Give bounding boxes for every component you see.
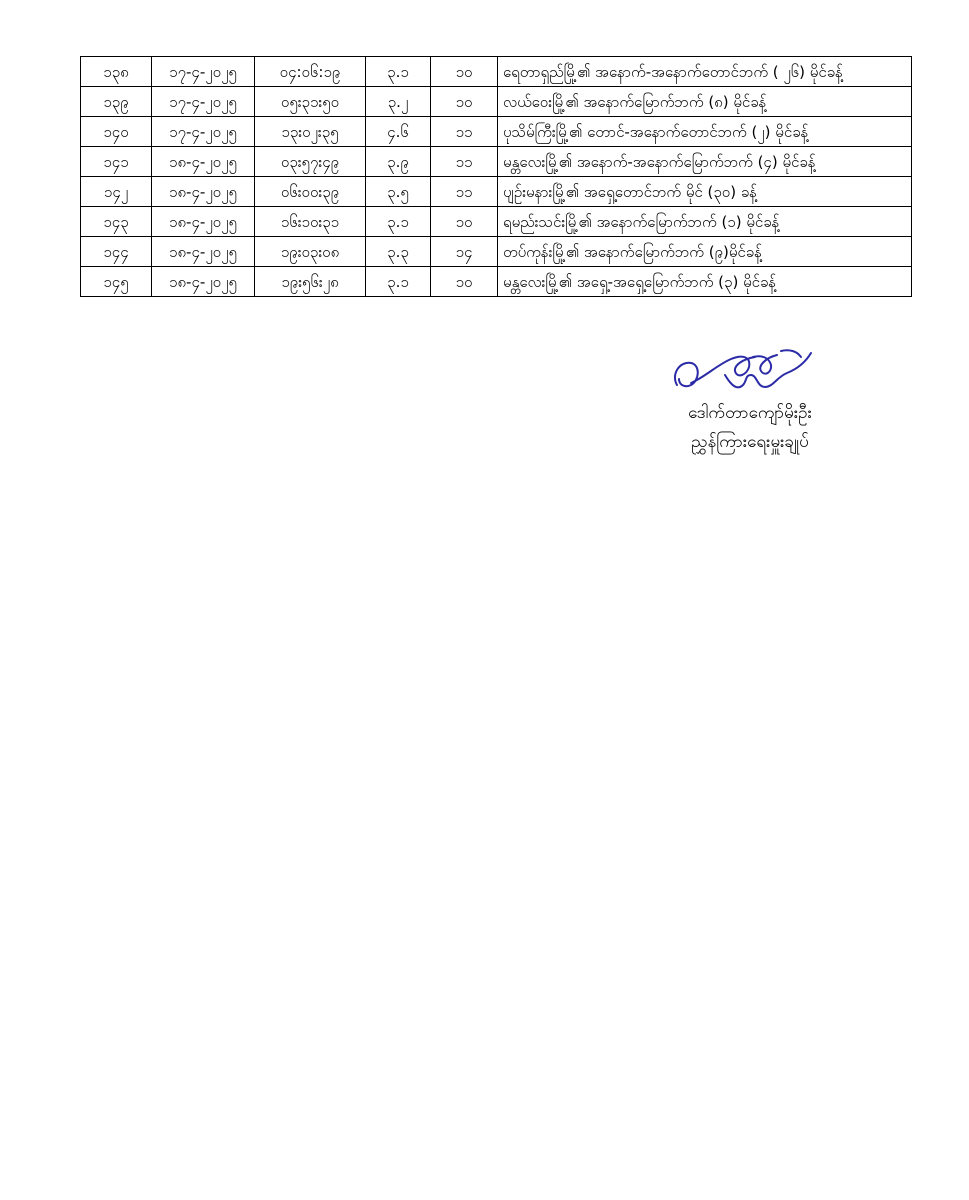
- table-row: [81, 87, 912, 117]
- cell-no: ၁၃၈: [81, 57, 152, 87]
- table-row: [81, 267, 912, 297]
- cell-no: ၁၄၃: [81, 207, 152, 237]
- cell-location: လယ်ဝေးမြို့၏ အနောက်မြောက်ဘက် (၈) မိုင်ခန့်: [498, 87, 912, 117]
- handwritten-signature-icon: [560, 345, 940, 399]
- signature-block: [560, 345, 940, 457]
- cell-time: ၀၄:၀၆:၁၉: [255, 57, 366, 87]
- cell-magnitude: ၃.၃: [366, 237, 431, 267]
- cell-no: ၁၄၀: [81, 117, 152, 147]
- table-row: [81, 177, 912, 207]
- table-body: [81, 57, 912, 297]
- cell-no: ၁၃၉: [81, 87, 152, 117]
- cell-date: ၁၇-၄-၂၀၂၅: [152, 87, 255, 117]
- cell-no: ၁၄၁: [81, 147, 152, 177]
- cell-time: ၁၆း၁၀း၃၁: [255, 207, 366, 237]
- cell-magnitude: ၃.၁: [366, 207, 431, 237]
- cell-time: ၁၉း၅၆း၂၈: [255, 267, 366, 297]
- earthquake-records-table: [80, 56, 912, 297]
- cell-magnitude: ၃.၉: [366, 147, 431, 177]
- cell-location: ရမည်းသင်းမြို့၏ အနောက်မြောက်ဘက် (၁) မိုင်ခန့်: [498, 207, 912, 237]
- cell-no: ၁၄၅: [81, 267, 152, 297]
- table-row: [81, 237, 912, 267]
- cell-location: တပ်ကုန်းမြို့၏ အနောက်မြောက်ဘက် (၉)မိုင်ခန့်: [498, 237, 912, 267]
- table-row: [81, 57, 912, 87]
- cell-date: ၁၇-၄-၂၀၂၅: [152, 117, 255, 147]
- cell-magnitude: ၄.၆: [366, 117, 431, 147]
- cell-magnitude: ၃.၅: [366, 177, 431, 207]
- cell-time: ၀၅း၃၁း၅၀: [255, 87, 366, 117]
- cell-depth: ၁၁: [431, 177, 498, 207]
- cell-depth: ၁၀: [431, 267, 498, 297]
- cell-magnitude: ၃.၁: [366, 267, 431, 297]
- cell-time: ၁၃း၀၂း၃၅: [255, 117, 366, 147]
- cell-time: ၀၆း၀၀း၃၉: [255, 177, 366, 207]
- cell-time: ၁၉း၀၃း၀၈: [255, 237, 366, 267]
- table-row: [81, 117, 912, 147]
- cell-location: ပုသိမ်ကြီးမြို့၏ တောင်-အနောက်တောင်ဘက် (၂) မိုင်ခန့်: [498, 117, 912, 147]
- cell-depth: ၁၄: [431, 237, 498, 267]
- cell-location: ရေတာရှည်မြို့၏ အနောက်-အနောက်တောင်ဘက် ( ၂၆) မိုင်ခန့်: [498, 57, 912, 87]
- cell-magnitude: ၃.၁: [366, 57, 431, 87]
- signer-title: ညွှန်ကြားရေးမှူးချုပ်: [691, 431, 809, 452]
- cell-location: မန္တလေးမြို့၏ အနောက်-အနောက်မြောက်ဘက် (၄) မိုင်ခန့်: [498, 147, 912, 177]
- cell-no: ၁၄၂: [81, 177, 152, 207]
- cell-depth: ၁၀: [431, 57, 498, 87]
- cell-no: ၁၄၄: [81, 237, 152, 267]
- cell-date: ၁၈-၄-၂၀၂၅: [152, 177, 255, 207]
- cell-depth: ၁၁: [431, 117, 498, 147]
- cell-date: ၁၇-၄-၂၀၂၅: [152, 57, 255, 87]
- cell-location: မန္တလေးမြို့၏ အရှေ့-အရှေ့မြောက်ဘက် (၃) မိုင်ခန့်: [498, 267, 912, 297]
- cell-time: ၀၃း၅၇း၄၉: [255, 147, 366, 177]
- cell-date: ၁၈-၄-၂၀၂၅: [152, 147, 255, 177]
- cell-date: ၁၈-၄-၂၀၂၅: [152, 237, 255, 267]
- cell-date: ၁၈-၄-၂၀၂၅: [152, 267, 255, 297]
- table-row: [81, 147, 912, 177]
- signer-name: ဒေါက်တာကျော်မိုးဦး: [688, 403, 812, 423]
- cell-location: ပျဉ်းမနားမြို့၏ အရှေ့တောင်ဘက် မိုင် (၃၀) ခန့်: [498, 177, 912, 207]
- cell-depth: ၁၁: [431, 147, 498, 177]
- cell-depth: ၁၀: [431, 207, 498, 237]
- cell-date: ၁၈-၄-၂၀၂၅: [152, 207, 255, 237]
- cell-depth: ၁၀: [431, 87, 498, 117]
- table-row: [81, 207, 912, 237]
- cell-magnitude: ၃.၂: [366, 87, 431, 117]
